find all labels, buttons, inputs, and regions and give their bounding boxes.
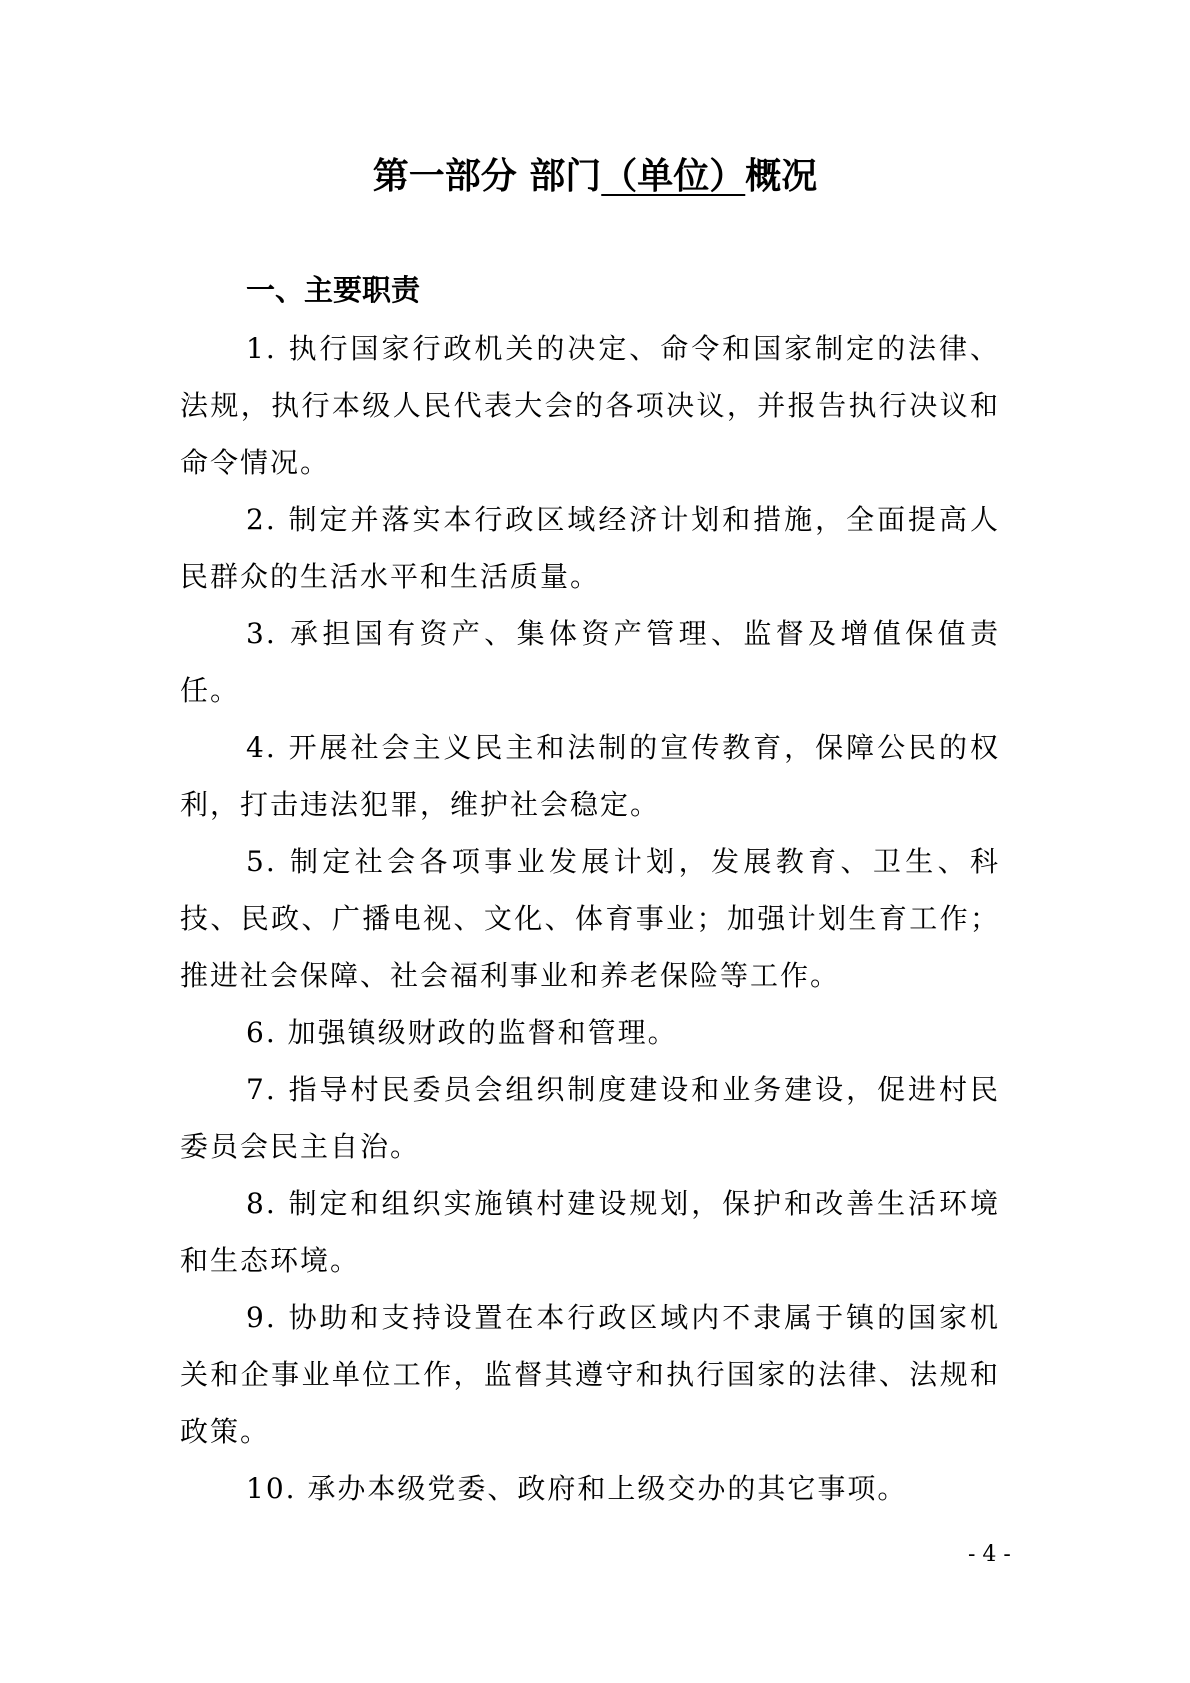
responsibility-item-8: 8. 制定和组织实施镇村建设规划，保护和改善生活环境和生态环境。 — [180, 1187, 1000, 1277]
responsibility-item-9: 9. 协助和支持设置在本行政区域内不隶属于镇的国家机关和企事业单位工作，监督其遵守和执行国家的法律、法规和政策。 — [180, 1301, 1000, 1448]
title-suffix: 概况 — [745, 156, 818, 197]
page-number: - 4 - — [968, 1542, 1011, 1567]
responsibility-item-5: 5. 制定社会各项事业发展计划，发展教育、卫生、科技、民政、广播电视、文化、体育事业；加强计划生育工作；推进社会保障、社会福利事业和养老保险等工作。 — [180, 845, 1000, 992]
responsibility-item-6: 6. 加强镇级财政的监督和管理。 — [246, 1016, 678, 1049]
responsibility-item-2: 2. 制定并落实本行政区域经济计划和措施，全面提高人民群众的生活水平和生活质量。 — [180, 503, 1000, 593]
responsibility-item-4: 4. 开展社会主义民主和法制的宣传教育，保障公民的权利，打击违法犯罪，维护社会稳定。 — [180, 731, 1000, 821]
title-underlined-unit: （单位） — [601, 156, 746, 197]
responsibility-item-1: 1. 执行国家行政机关的决定、命令和国家制定的法律、法规，执行本级人民代表大会的各项决议，并报告执行决议和命令情况。 — [180, 332, 1000, 479]
section-heading: 一、主要职责 — [246, 273, 421, 307]
responsibilities-list — [180, 320, 1000, 1517]
responsibility-item-10: 10. 承办本级党委、政府和上级交办的其它事项。 — [246, 1472, 908, 1505]
responsibility-item-3: 3. 承担国有资产、集体资产管理、监督及增值保值责任。 — [180, 617, 1000, 707]
title-prefix: 第一部分 部门 — [372, 156, 602, 197]
responsibility-item-7: 7. 指导村民委员会组织制度建设和业务建设，促进村民委员会民主自治。 — [180, 1073, 1000, 1163]
page-title — [0, 152, 1190, 202]
